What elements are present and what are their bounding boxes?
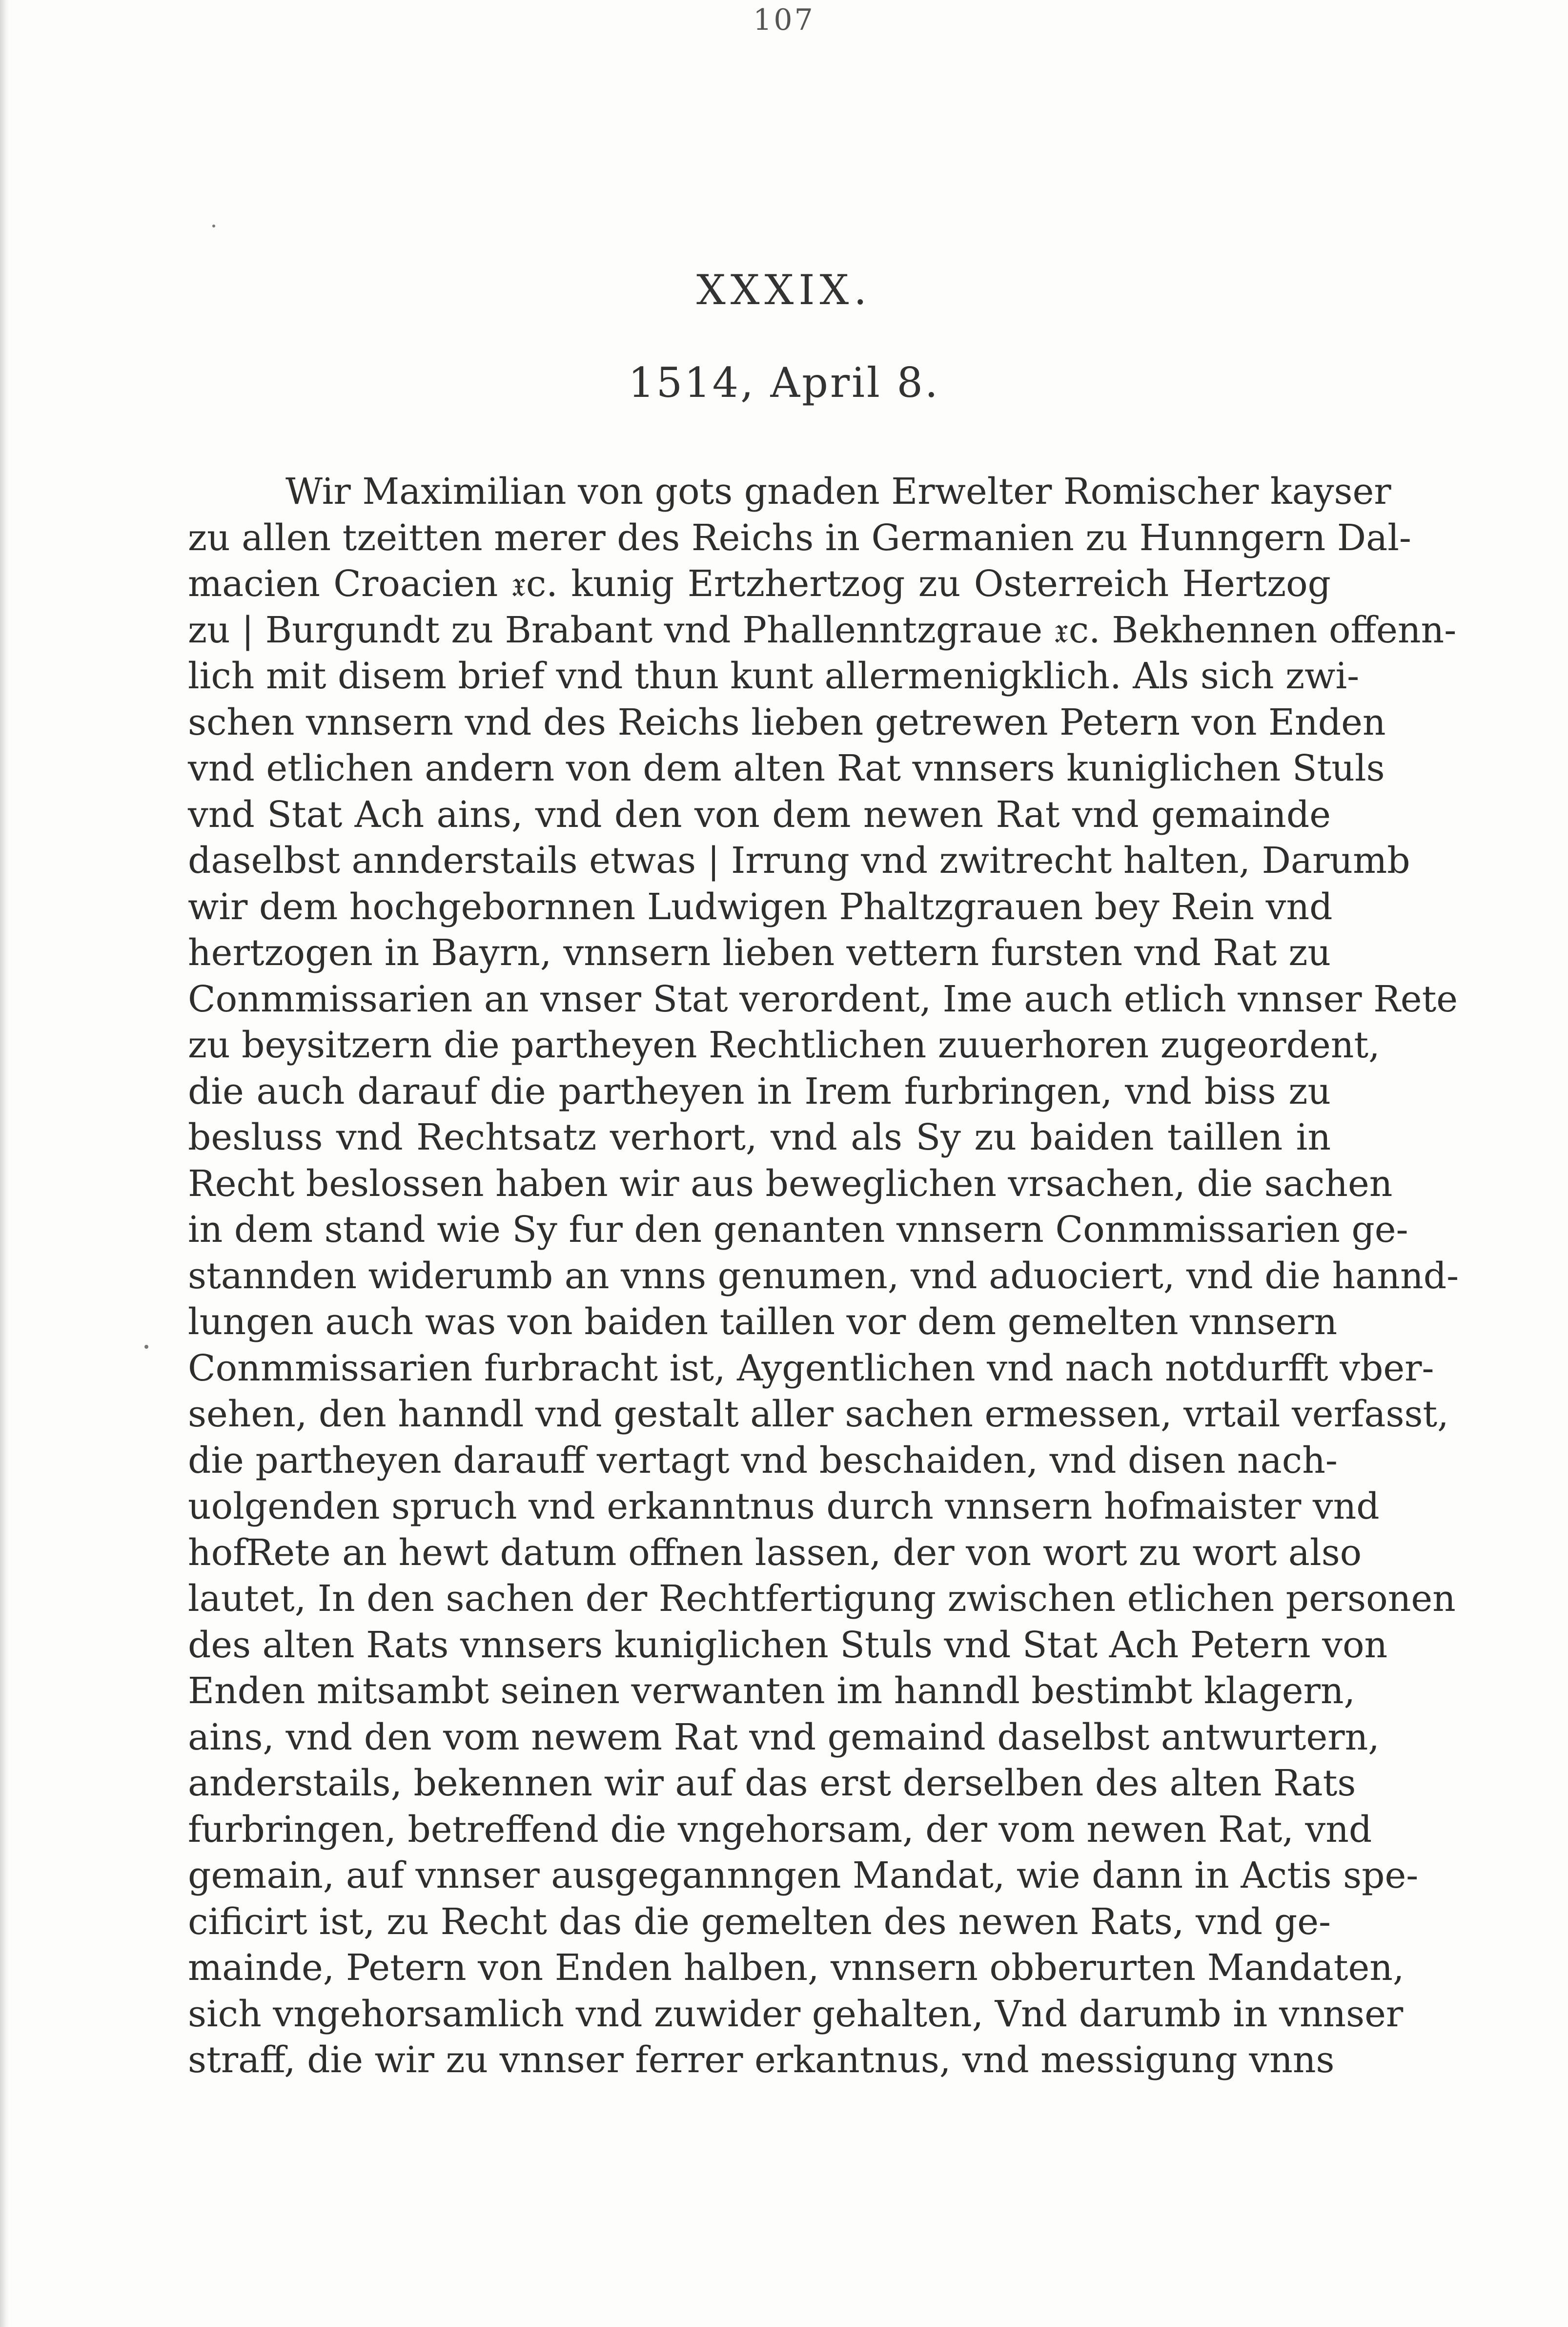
text-line: die auch darauf die partheyen in Irem furbringen, vnd biss zu (188, 1070, 1331, 1112)
text-line: vnd Stat Ach ains, vnd den von dem newen Rat vnd gemainde (188, 793, 1331, 836)
text-line: wir dem hochgebornnen Ludwigen Phaltzgrauen bey Rein vnd (188, 885, 1333, 928)
text-line: gemain, auf vnnser ausgegannngen Mandat, wie dann in Actis spe- (188, 1854, 1419, 1896)
text-line: straff, die wir zu vnnser ferrer erkantnus, vnd messigung vnns (188, 2039, 1335, 2081)
scan-speck (144, 1345, 148, 1349)
text-line: sehen, den hanndl vnd gestalt aller sachen ermessen, vrtail verfasst, (188, 1393, 1449, 1435)
text-line: furbringen, betreffend die vngehorsam, der vom newen Rat, vnd (188, 1808, 1372, 1851)
text-line: stannden widerumb an vnns genumen, vnd aduociert, vnd die hannd- (188, 1255, 1459, 1297)
text-line: anderstails, bekennen wir auf das erst derselben des alten Rats (188, 1762, 1356, 1804)
text-line: schen vnnsern vnd des Reichs lieben getrewen Petern von Enden (188, 701, 1386, 743)
text-line: daselbst annderstails etwas | Irrung vnd zwitrecht halten, Darumb (188, 840, 1410, 882)
document-number-heading: XXXIX. (696, 266, 872, 314)
text-line: lautet, In den sachen der Rechtfertigung zwischen etlichen personen (188, 1578, 1456, 1620)
text-line: sich vngehorsamlich vnd zuwider gehalten, Vnd darumb in vnnser (188, 1993, 1404, 2035)
text-line: zu allen tzeitten merer des Reichs in Germanien zu Hunngern Dal- (188, 516, 1411, 559)
text-line: Recht beslossen haben wir aus beweglichen vrsachen, die sachen (188, 1162, 1393, 1205)
text-line: hofRete an hewt datum offnen lassen, der von wort zu wort also (188, 1531, 1362, 1574)
scan-speck (212, 225, 215, 227)
text-line: lungen auch was von baiden taillen vor dem gemelten vnnsern (188, 1301, 1338, 1343)
text-line: Conmmissarien an vnser Stat verordent, Ime auch etlich vnnser Rete (188, 978, 1458, 1020)
text-line: Wir Maximilian von gots gnaden Erwelter Romischer kayser (285, 471, 1391, 513)
text-line: macien Croacien 𝔵c. kunig Ertzhertzog zu Osterreich Hertzog (188, 563, 1331, 605)
text-line: uolgenden spruch vnd erkanntnus durch vnnsern hofmaister vnd (188, 1485, 1380, 1527)
text-line: die partheyen darauff vertagt vnd beschaiden, vnd disen nach- (188, 1439, 1338, 1482)
text-line: hertzogen in Bayrn, vnnsern lieben vettern fursten vnd Rat zu (188, 932, 1331, 974)
text-line: Conmmissarien furbracht ist, Aygentlichen vnd nach notdurfft vber- (188, 1347, 1434, 1389)
page-number: 107 (753, 3, 815, 37)
text-line: Enden mitsambt seinen verwanten im hanndl bestimbt klagern, (188, 1670, 1356, 1712)
document-date-heading: 1514, April 8. (628, 359, 940, 407)
text-line: mainde, Petern von Enden halben, vnnsern obberurten Mandaten, (188, 1947, 1405, 1989)
text-line: zu beysitzern die partheyen Rechtlichen zuuerhoren zugeordent, (188, 1024, 1380, 1066)
text-line: lich mit disem brief vnd thun kunt allermenigklich. Als sich zwi- (188, 655, 1360, 697)
text-line: ains, vnd den vom newem Rat vnd gemaind daselbst antwurtern, (188, 1716, 1380, 1758)
text-line: besluss vnd Rechtsatz verhort, vnd als Sy zu baiden taillen in (188, 1116, 1331, 1158)
scan-left-edge (0, 0, 9, 2327)
text-line: in dem stand wie Sy fur den genanten vnnsern Conmmissarien ge- (188, 1209, 1408, 1251)
text-line: vnd etlichen andern von dem alten Rat vnnsers kuniglichen Stuls (188, 747, 1385, 789)
text-line: zu | Burgundt zu Brabant vnd Phallenntzgraue 𝔵c. Bekhennen offenn- (188, 609, 1457, 651)
document-body-text (188, 469, 1459, 2083)
text-line: cificirt ist, zu Recht das die gemelten des newen Rats, vnd ge- (188, 1900, 1331, 1943)
text-line: des alten Rats vnnsers kuniglichen Stuls vnd Stat Ach Petern von (188, 1624, 1388, 1666)
